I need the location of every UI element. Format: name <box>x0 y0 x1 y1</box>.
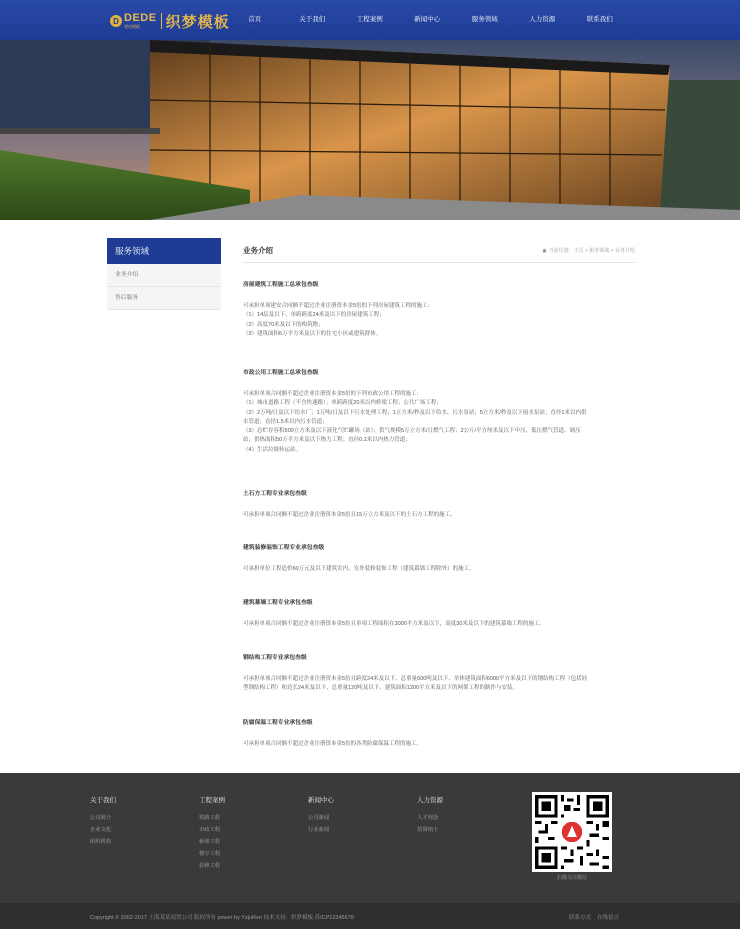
section-title: 建筑装修装饰工程专业承包叁级 <box>243 545 325 551</box>
section-line: 站；供热面积50万平方米及以下热力工程；直径0.2米以内热力管道； <box>243 437 411 444</box>
logo-divider <box>161 13 162 29</box>
section-line: 型钢结构工程）和边长24米及以下、总重量120吨及以下、建筑面积1200平方米及以下的网架工程的制作与安装。 <box>243 685 519 692</box>
qr-code-icon <box>532 792 612 872</box>
footer-col-cases <box>199 795 225 872</box>
section-line: 可承担单位工程造价60万元及以下建筑室内、室外装修装饰工程（建筑幕墙工程除外）的施工。 <box>243 566 475 572</box>
footer-link[interactable]: 楼宇工程 <box>199 851 221 857</box>
nav-cases[interactable]: 工程案例 <box>356 16 383 23</box>
section-municipal <box>243 367 643 455</box>
banner-image <box>0 40 740 220</box>
breadcrumb[interactable] <box>542 247 635 254</box>
footer-link[interactable]: 行业新闻 <box>308 827 330 833</box>
section-building <box>243 279 643 339</box>
breadcrumb-text: 当前位置：主页 > 服务领域 > 业务介绍 <box>548 247 635 254</box>
section-line: （3）总贮存容积500立方米及以下液化气贮罐场（站）；供气规模5万立方米/日燃气工程；2公斤/平方厘米及以下中压、低压燃气管道、调压 <box>243 428 581 435</box>
section-title: 建筑幕墙工程专业承包叁级 <box>243 600 313 606</box>
section-steel <box>243 652 643 694</box>
footer-right-links <box>569 913 619 921</box>
site-header <box>0 0 740 40</box>
footer-link[interactable]: 人才理念 <box>417 815 439 821</box>
nav-services[interactable]: 服务领域 <box>471 16 498 23</box>
logo-en: DEDE <box>124 12 157 24</box>
section-line: 可承担单项合同额不超过企业注册资本金5倍且跨度24米及以下、总重量600吨及以下、单体建筑面积6000平方米及以下的钢结构工程（包括轻 <box>243 676 588 682</box>
banner-building-illustration <box>0 40 740 220</box>
footer-col-hr <box>417 795 443 836</box>
section-title: 房屋建筑工程施工总承包叁级 <box>243 282 319 288</box>
main-nav <box>226 0 629 40</box>
wechat-qr-code <box>532 792 612 872</box>
section-line: 可承担单项合同额不超过企业注册资本金5倍且15万立方米及以下的土石方工程的施工。 <box>243 512 456 518</box>
section-title: 钢结构工程专业承包叁级 <box>243 655 307 661</box>
logo-cn: 织梦模板 <box>165 13 230 31</box>
nav-hr[interactable]: 人力资源 <box>529 16 556 23</box>
contact-link[interactable]: 联系方式 <box>568 915 591 921</box>
sidebar <box>107 238 221 310</box>
nav-contact[interactable]: 联系我们 <box>586 16 613 23</box>
section-line: 可承担单项合同额不超过企业注册资本金5倍的各类防腐保温工程的施工。 <box>243 741 423 747</box>
main-content <box>243 238 635 263</box>
message-link[interactable]: 在线留言 <box>596 915 619 921</box>
logo-mark-icon: D <box>110 15 122 27</box>
footer-link[interactable]: 公司新闻 <box>308 815 330 821</box>
footer-link[interactable]: 铁路工程 <box>199 815 221 821</box>
home-icon <box>542 248 547 253</box>
footer-col-heading: 新闻中心 <box>308 797 334 804</box>
sidebar-title: 服务领域 <box>107 238 221 264</box>
sidebar-item-aftersales[interactable]: 售后服务 <box>107 287 221 310</box>
footer-col-heading: 关于我们 <box>90 797 116 804</box>
section-earthwork <box>243 488 643 520</box>
section-anticorrosion <box>243 717 643 749</box>
section-line: （1）14层及以下、单跨跨度24米及以下的房屋建筑工程； <box>243 312 385 319</box>
section-line: （3）建筑面积6万平方米及以下的住宅小区或建筑群体。 <box>243 330 382 337</box>
logo-sub: 建站模板 <box>124 24 140 29</box>
section-line: （2）高度70米及以下的构筑物； <box>243 321 324 328</box>
footer-col-news <box>308 795 334 836</box>
footer-link[interactable]: 市政工程 <box>199 827 221 833</box>
section-title: 土石方工程专业承包叁级 <box>243 491 307 497</box>
footer-link[interactable]: 公司简介 <box>90 815 112 821</box>
copyright-text: Copyright © 2002-2017 上海某某商贸公司 版权所有 power by YzjuRen 技术支持：织梦模板 苏ICP12345678 <box>90 915 354 921</box>
section-line: 可承担单项合同额不超过企业注册资本金5倍且单项工程面积在3000平方米及以下，高度30米及以下的建筑幕墙工程的施工。 <box>243 621 545 627</box>
qr-caption: 扫描关注微信 <box>556 875 587 881</box>
section-title: 市政公用工程施工总承包叁级 <box>243 370 319 376</box>
nav-home[interactable]: 首页 <box>248 16 262 23</box>
section-title: 防腐保温工程专业承包叁级 <box>243 720 313 726</box>
footer-col-heading: 人力资源 <box>417 797 443 804</box>
section-line: 可承担单项建安合同额不超过企业注册资本金5倍的下列房屋建筑工程的施工： <box>243 303 434 309</box>
footer-bottom-bar <box>0 903 740 929</box>
footer-col-about <box>90 795 116 848</box>
nav-about[interactable]: 关于我们 <box>299 16 326 23</box>
site-logo[interactable] <box>110 10 230 32</box>
logo-text <box>124 13 157 29</box>
page-title: 业务介绍 <box>243 245 273 255</box>
section-line: （2）2万吨/日及以下给水厂；1万吨/日及以下污水处理工程；1立方米/秒及以下给水、污水泵站；5立方米/秒及以下雨水泵站；直径1米以内供 <box>243 409 587 416</box>
footer-link[interactable]: 装修工程 <box>199 863 221 869</box>
section-decoration <box>243 542 643 574</box>
footer-link[interactable]: 企业文化 <box>90 827 112 833</box>
footer-link[interactable]: 招贤纳士 <box>417 827 439 833</box>
footer-link[interactable]: 组织机构 <box>90 839 112 845</box>
sidebar-item-business[interactable]: 业务介绍 <box>107 264 221 287</box>
site-footer <box>0 773 740 929</box>
section-line: （4）生活垃圾转运站。 <box>243 446 302 453</box>
nav-news[interactable]: 新闻中心 <box>414 16 441 23</box>
section-line: （1）城市道路工程（不含快速路）；单跨跨度20米以内桥梁工程；公共广场工程； <box>243 400 442 407</box>
section-line: 可承担单项合同额不超过企业注册资本金5倍的下列市政公用工程的施工： <box>243 391 423 397</box>
main-header <box>243 238 635 263</box>
section-curtain-wall <box>243 597 643 629</box>
footer-col-heading: 工程案例 <box>199 797 225 804</box>
section-line: 水管道；直径1.5米以内污水管道； <box>243 418 328 425</box>
footer-link[interactable]: 桥梁工程 <box>199 839 221 845</box>
